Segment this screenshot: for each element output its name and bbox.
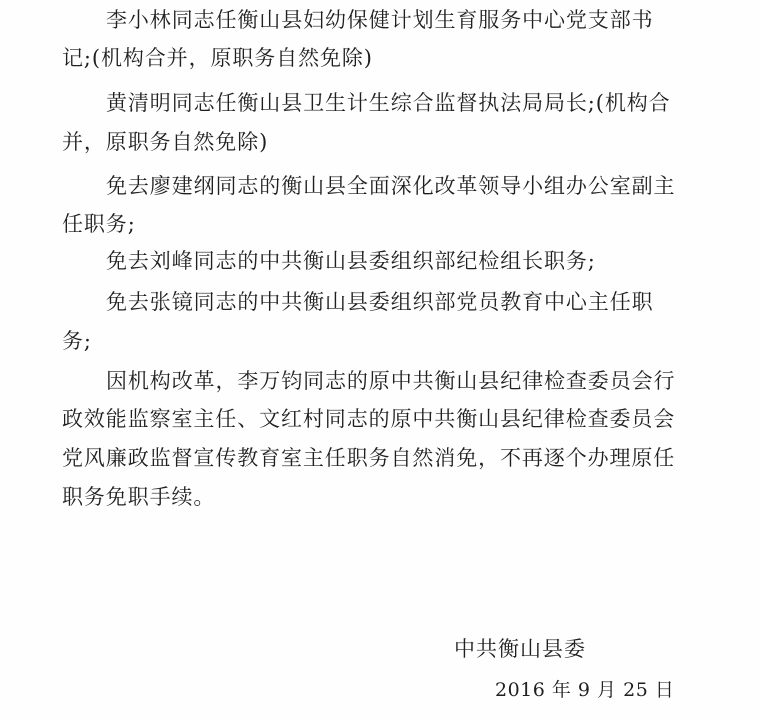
signature-date: 2016 年 9 月 25 日: [495, 679, 675, 701]
signature-organization: 中共衡山县委: [454, 637, 586, 661]
text-line: 因机构改革，李万钧同志的原中共衡山县纪律检查委员会行: [106, 369, 676, 393]
text-line: 党风廉政监督宣传教育室主任职务自然消免，不再逐个办理原任: [62, 446, 676, 470]
text-line: 免去张镜同志的中共衡山县委组织部党员教育中心主任职: [106, 290, 654, 314]
text-line: 任职务;: [62, 212, 136, 236]
text-line: 免去廖建纲同志的衡山县全面深化改革领导小组办公室副主: [106, 174, 676, 198]
text-line: 黄清明同志任衡山县卫生计生综合监督执法局局长;(机构合: [106, 91, 671, 115]
text-line: 李小林同志任衡山县妇幼保健计划生育服务中心党支部书: [106, 8, 654, 32]
text-line: 政效能监察室主任、文红村同志的原中共衡山县纪律检查委员会: [62, 407, 676, 431]
text-line: 职务免职手续。: [62, 485, 216, 509]
text-line: 记;(机构合并，原职务自然免除): [62, 46, 373, 70]
text-line: 务;: [62, 329, 92, 353]
text-line: 并，原职务自然免除): [62, 130, 269, 154]
text-line: 免去刘峰同志的中共衡山县委组织部纪检组长职务;: [106, 249, 596, 273]
